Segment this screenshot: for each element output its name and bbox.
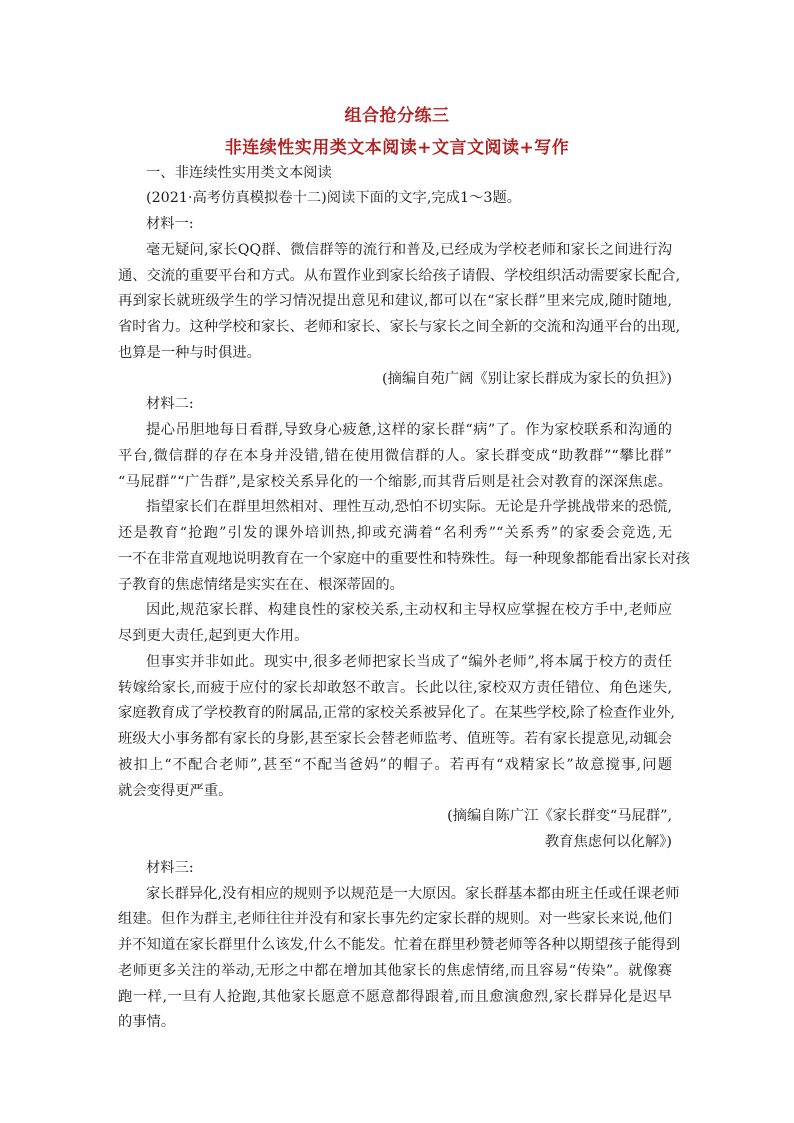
material2-label: 材料二: [146,396,194,412]
material1-line: 通、交流的重要平台和方式。从布置作业到家长给孩子请假、学校组织活动需要家长配合, [118,268,681,284]
material3-line: 并不知道在家长群里什么该发,什么不能发。忙着在群里秒赞老师等各种以期望孩子能得到 [118,937,681,953]
material3-label: 材料三: [146,860,194,876]
material2-line: “马屁群”“广告群”,是家校关系异化的一个缩影,而其背后则是社会对教育的深深焦虑。 [118,474,672,490]
material2-line: 还是教育“抢跑”引发的课外培训热,抑或充满着“名利秀”“关系秀”的家委会竞选,无 [118,525,672,541]
material2-citation: (摘编自陈广江《家长群变“马屁群”, [447,808,672,824]
material1-line: 毫无疑问,家长QQ群、微信群等的流行和普及,已经成为学校老师和家长之间进行沟 [146,242,672,258]
material2-line: 提心吊胆地每日看群,导致身心疲惫,这样的家长群“病”了。作为家校联系和沟通的 [146,422,672,438]
material2-line: 指望家长们在群里坦然相对、理性互动,恐怕不切实际。无论是升学挑战带来的恐慌, [146,499,672,515]
material3-line: 跑一样,一旦有人抢跑,其他家长愿意不愿意都得跟着,而且愈演愈烈,家长群异化是迟早 [118,989,672,1005]
material2-line: 被扣上“不配合老师”,甚至“不配当爸妈”的帽子。若再有“戏精家长”故意搅事,问题 [118,757,672,773]
material2-line: 一不在非常直观地说明教育在一个家庭中的重要性和特殊性。每一种现象都能看出家长对孩 [118,551,690,567]
material1-line: 也算是一种与时俱进。 [118,345,261,361]
material3-line: 组建。但作为群主,老师往往并没有和家长事先约定家长群的规则。对一些家长来说,他们 [118,911,672,927]
material1-line: 省时省力。这种学校和家长、老师和家长、家长与家长之间全新的交流和沟通平台的出现, [118,319,681,335]
material2-citation: 教育焦虑何以化解》) [544,834,672,850]
material2-line: 转嫁给家长,而疲于应付的家长却敢怒不敢言。长此以往,家校双方责任错位、角色迷失, [118,680,672,696]
material3-line: 家长群异化,没有相应的规则予以规范是一大原因。家长群基本都由班主任或任课老师 [146,886,680,902]
section-heading: 一、非连续性实用类文本阅读 [146,165,332,181]
material2-line: 因此,规范家长群、构建良性的家校关系,主动权和主导权应掌握在校方手中,老师应 [146,602,672,618]
material2-line: 就会变得更严重。 [118,783,233,799]
material3-line: 的事情。 [118,1014,176,1030]
material2-line: 尽到更大责任,起到更大作用。 [118,628,309,644]
page-title: 组合抢分练三 [344,106,450,126]
material1-label: 材料一: [146,216,194,232]
material3-line: 老师更多关注的举动,无形之中都在增加其他家长的焦虑情绪,而且容易“传染”。就像赛 [118,963,672,979]
material1-citation: (摘编自苑广阔《别让家长群成为家长的负担》) [382,371,672,387]
page-subtitle: 非连续性实用类文本阅读+文言文阅读+写作 [224,138,570,158]
material2-line: 但事实并非如此。现实中,很多老师把家长当成了“编外老师”,将本属于校方的责任 [146,654,672,670]
material2-line: 家庭教育成了学校教育的附属品,正常的家校关系被异化了。在某些学校,除了检查作业外, [118,705,675,721]
material2-line: 平台,微信群的存在本身并没错,错在使用微信群的人。家长群变成“助教群”“攀比群” [118,448,672,464]
source-note: (2021·高考仿真模拟卷十二)阅读下面的文字,完成1～3题。 [146,190,522,206]
material2-line: 子教育的焦虑情绪是实实在在、根深蒂固的。 [118,577,404,593]
material1-line: 再到家长就班级学生的学习情况提出意见和建议,都可以在“家长群”里来完成,随时随地, [118,293,672,309]
material2-line: 班级大小事务都有家长的身影,甚至家长会替老师监考、值班等。若有家长提意见,动辄会 [118,731,672,747]
